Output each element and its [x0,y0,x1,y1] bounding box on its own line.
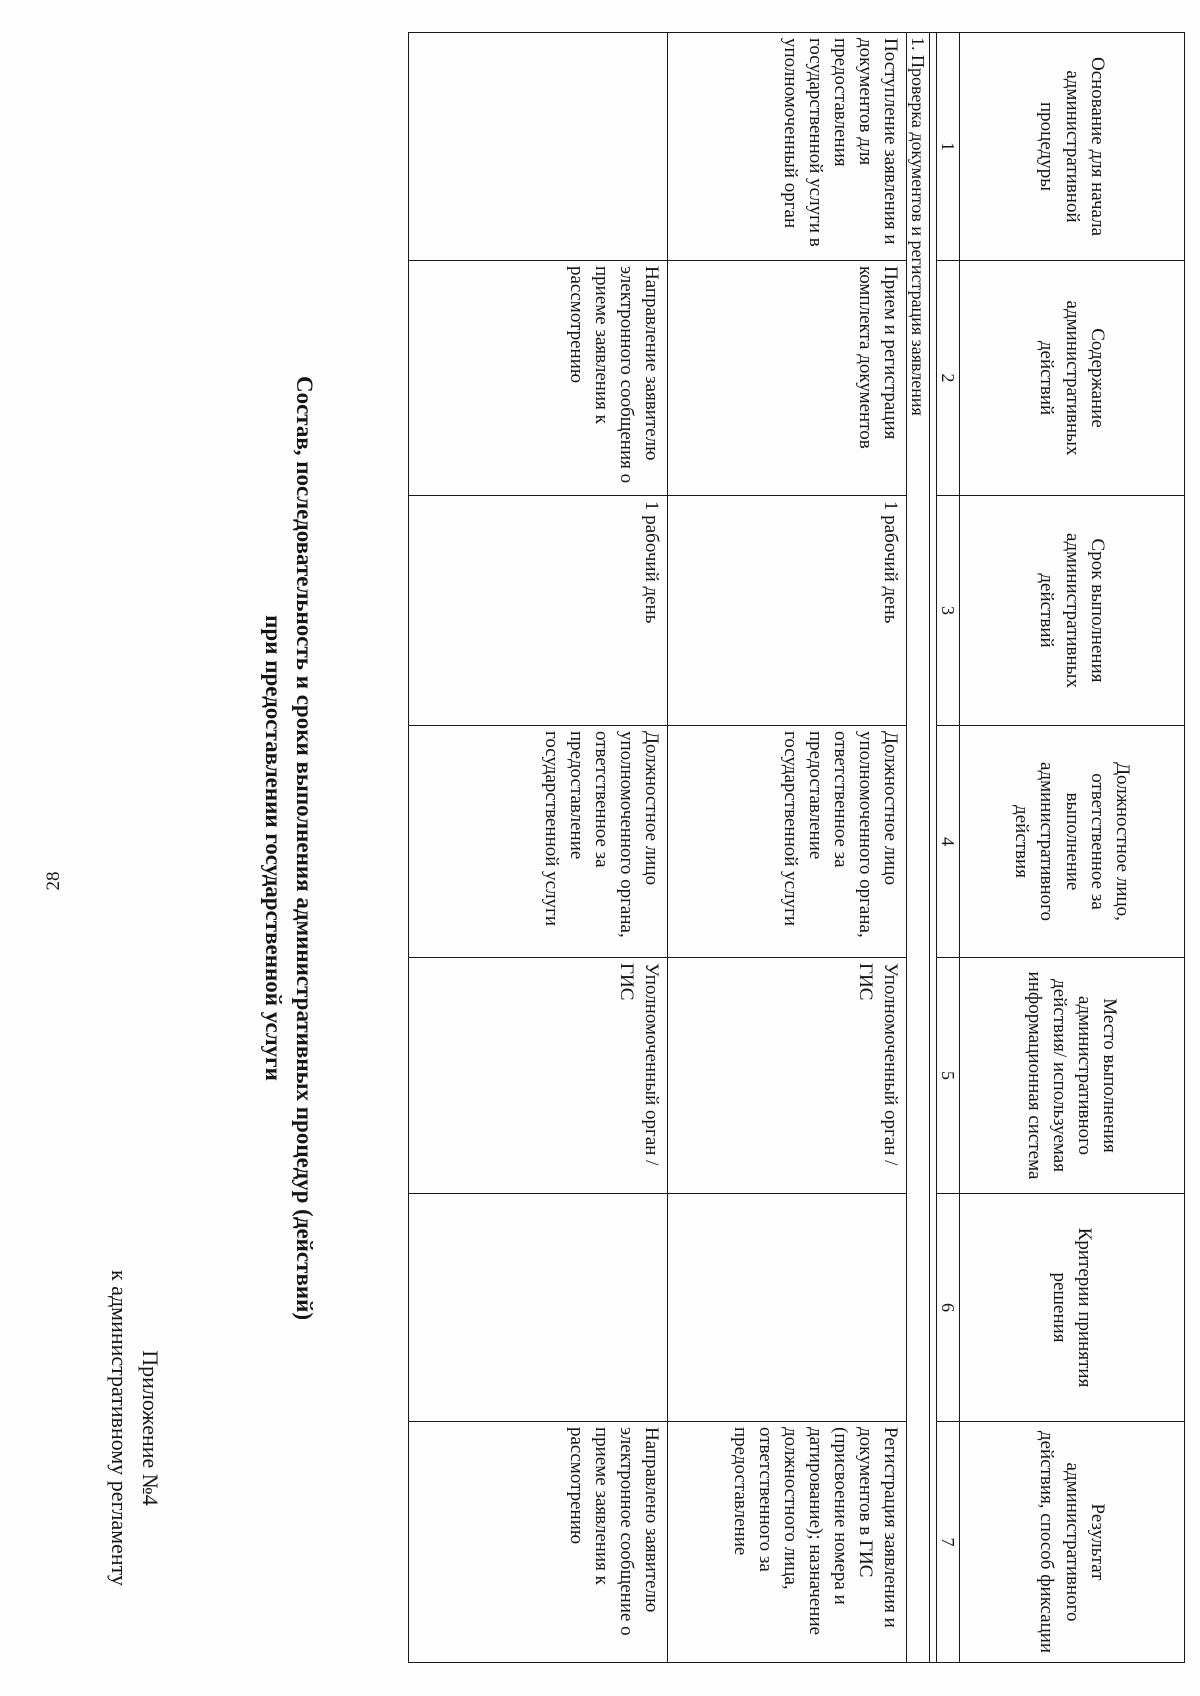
table-cell: Должностное лицо уполномоченного органа, ответственное за предоставление государственной услуги [409,726,668,958]
table-cell: Должностное лицо уполномоченного органа, ответственное за предоставление государственной услуги [668,726,907,958]
table-cell [409,1194,668,1422]
document-title-line-2: при предоставлении государственной услуги [260,615,286,1081]
table-cell: 1 рабочий день [668,496,907,726]
section-title: 1. Проверка документов и регистрация заявления [907,33,930,1663]
appendix-line-2: к административному регламенту [107,1270,133,1586]
appendix-header [103,1270,165,1586]
column-number: 5 [937,958,960,1194]
header-cell: Должностное лицо, ответственное за выполнение административного действия [960,726,1185,958]
document-title-line-1: Состав, последовательность и сроки выполнения административных процедур (действий) [292,375,317,1321]
header-cell: Место выполнения административного действия/ используемая информационная система [960,958,1185,1194]
table-cell: Направление заявителю электронного сообщения о приеме заявления к рассмотрению [409,261,668,496]
header-cell: Срок выполнения административных действий [960,496,1185,726]
column-number: 2 [937,261,960,496]
header-cell: Критерии принятия решения [960,1194,1185,1422]
table-cell: Уполномоченный орган / ГИС [409,958,668,1194]
table-cell [409,33,668,261]
table-cell [668,1194,907,1422]
table-cell: Поступление заявления и документов для предоставления государственной услуги в уполномоченный орган [668,33,907,261]
spacer-cell [930,33,937,1663]
table-cell: Уполномоченный орган / ГИС [668,958,907,1194]
column-number: 6 [937,1194,960,1422]
table-cell: Направлено заявителю электронное сообщение о приеме заявления к рассмотрению [409,1422,668,1663]
header-cell: Основание для начала административной процедуры [960,33,1185,261]
column-number: 4 [937,726,960,958]
section-title-row [907,33,930,1663]
header-cell: Результат административного действия, способ фиксации [960,1422,1185,1663]
column-number: 1 [937,33,960,261]
table-row [409,33,668,1663]
document-title [258,0,320,1696]
procedures-table [408,32,1185,1663]
table-cell: Регистрация заявления и документов в ГИС (присвоение номера и датирование); назначение должностного лица, ответственного за предоставление [668,1422,907,1663]
table-cell: 1 рабочий день [409,496,668,726]
column-number: 3 [937,496,960,726]
table-cell: Прием и регистрация комплекта документов [668,261,907,496]
appendix-line-1: Приложение №4 [138,1350,163,1506]
column-number: 7 [937,1422,960,1663]
table-header-row [960,33,1185,1663]
table-row [668,33,907,1663]
page-number: 28 [43,871,64,891]
spacer-row [930,33,937,1663]
header-cell: Содержание административных действий [960,261,1185,496]
column-number-row [937,33,960,1663]
